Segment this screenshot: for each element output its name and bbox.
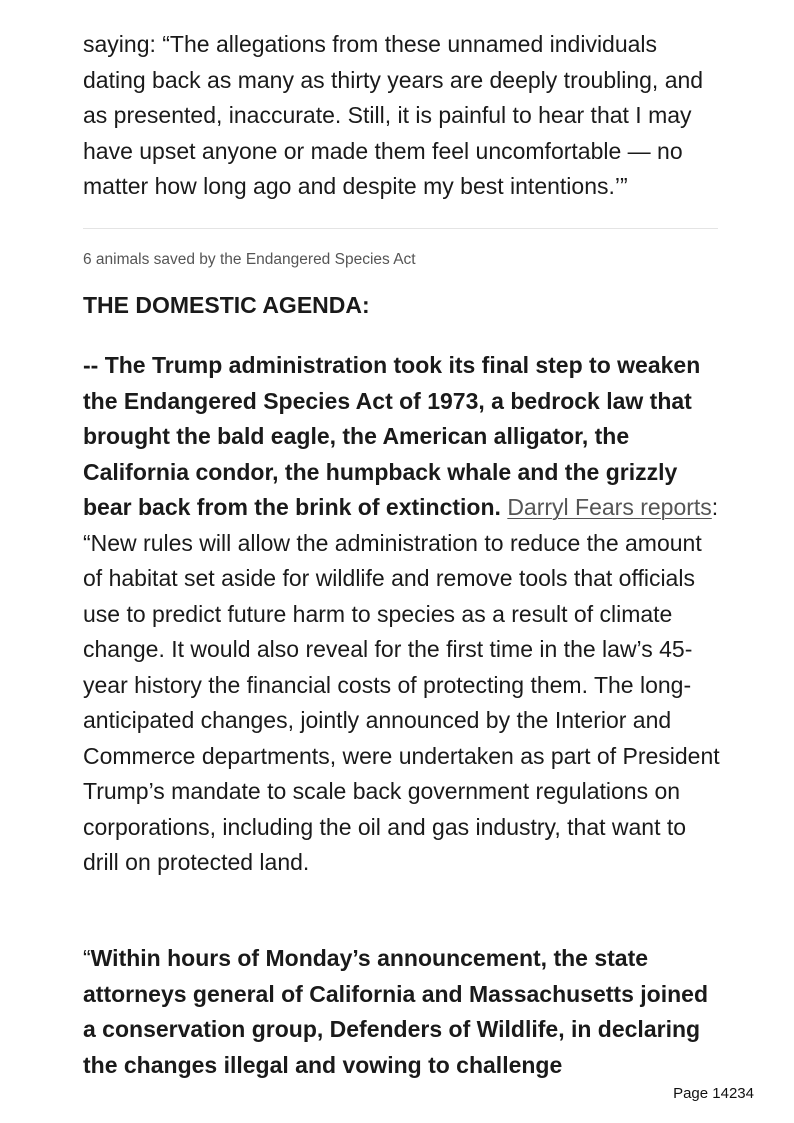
quote-line: saying: “The allegations from these unnamed individuals xyxy=(83,31,658,57)
section-divider xyxy=(83,228,718,229)
story-paragraph xyxy=(83,348,723,881)
reporter-link[interactable]: Darryl Fears reports xyxy=(507,494,712,520)
related-link-caption: 6 animals saved by the Endangered Species Act xyxy=(83,251,416,268)
section-heading: THE DOMESTIC AGENDA: xyxy=(83,292,370,318)
story-body: : “New rules will allow the administration to reduce the amount of habitat set aside for wildlife and remove tools that officials use to predict future harm to species as a result of climate change. It would also reveal for the first time in the law’s 45-year history the financial costs of protecting them. The long-anticipated changes, jointly announced by the Interior and Commerce departments, were undertaken as part of President Trump’s mandate to scale back government regulations on corporations, including the oil and gas industry, that want to drill on protected land. xyxy=(83,494,720,875)
quote-line: matter how long ago and despite my best intentions.’” xyxy=(83,173,628,199)
quote-line: dating back as many as thirty years are deeply troubling, and xyxy=(83,66,704,93)
quote-line: as presented, inaccurate. Still, it is painful to hear that I may xyxy=(83,102,692,128)
story-paragraph-2 xyxy=(83,941,723,1083)
open-quote: “ xyxy=(83,945,91,971)
quote-line: have upset anyone or made them feel uncomfortable — no xyxy=(83,137,683,164)
story-lead: -- The Trump administration took its final step to weaken the Endangered Species Act of 1973, a bedrock law that brought the bald eagle, the American alligator, the California condor, the humpback whale and the grizzly bear back from the brink of extinction. xyxy=(83,352,701,520)
story2-bold-text: Within hours of Monday’s announcement, the state attorneys general of California and Massachusetts joined a conservation group, Defenders of Wildlife, in declaring the changes illegal and vowing to challenge xyxy=(83,945,708,1078)
top-quote-paragraph xyxy=(83,27,723,205)
page-number: Page 14234 xyxy=(673,1085,754,1102)
